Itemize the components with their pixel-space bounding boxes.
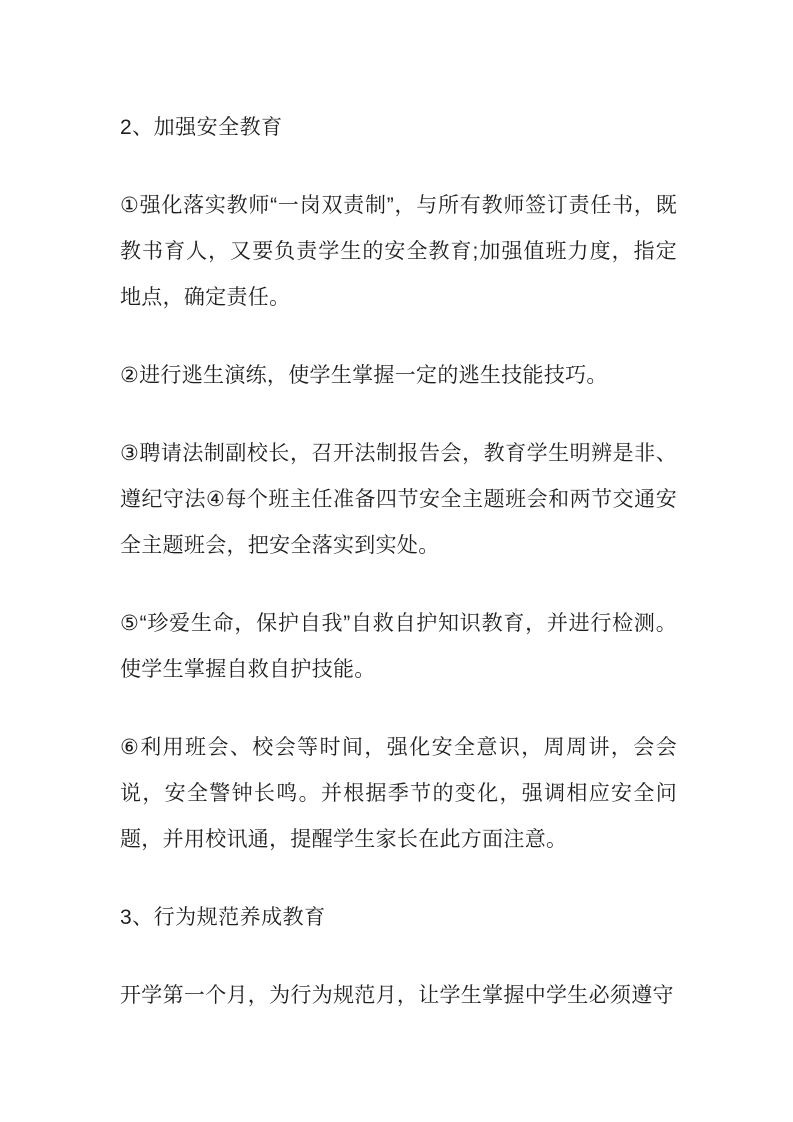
paragraph-behavior-month: 开学第一个月，为行为规范月，让学生掌握中学生必须遵守 [120,984,674,1007]
paragraph-item-2: ②进行逃生演练，使学生掌握一定的逃生技能技巧。 [120,364,608,387]
paragraph-item-5: ⑤“珍爱生命，保护自我”自救自护知识教育，并进行检测。使学生掌握自救自护技能。 [120,612,677,681]
paragraph-item-6: ⑥利用班会、校会等时间，强化安全意识，周周讲，会会说，安全警钟长鸣。并根据季节的变化，强调相应安全问题，并用校讯通，提醒学生家长在此方面注意。 [120,736,677,851]
section-heading-behavior-education: 3、行为规范养成教育 [120,906,326,929]
paragraph-item-1: ①强化落实教师“一岗双责制”，与所有教师签订责任书，既教书育人，又要负责学生的安全教育;加强值班力度，指定地点，确定责任。 [120,194,677,309]
paragraph-item-3-4: ③聘请法制副校长，召开法制报告会，教育学生明辨是非、遵纪守法④每个班主任准备四节安全主题班会和两节交通安全主题班会，把安全落实到实处。 [120,442,677,557]
section-heading-safety-education: 2、加强安全教育 [120,116,283,139]
